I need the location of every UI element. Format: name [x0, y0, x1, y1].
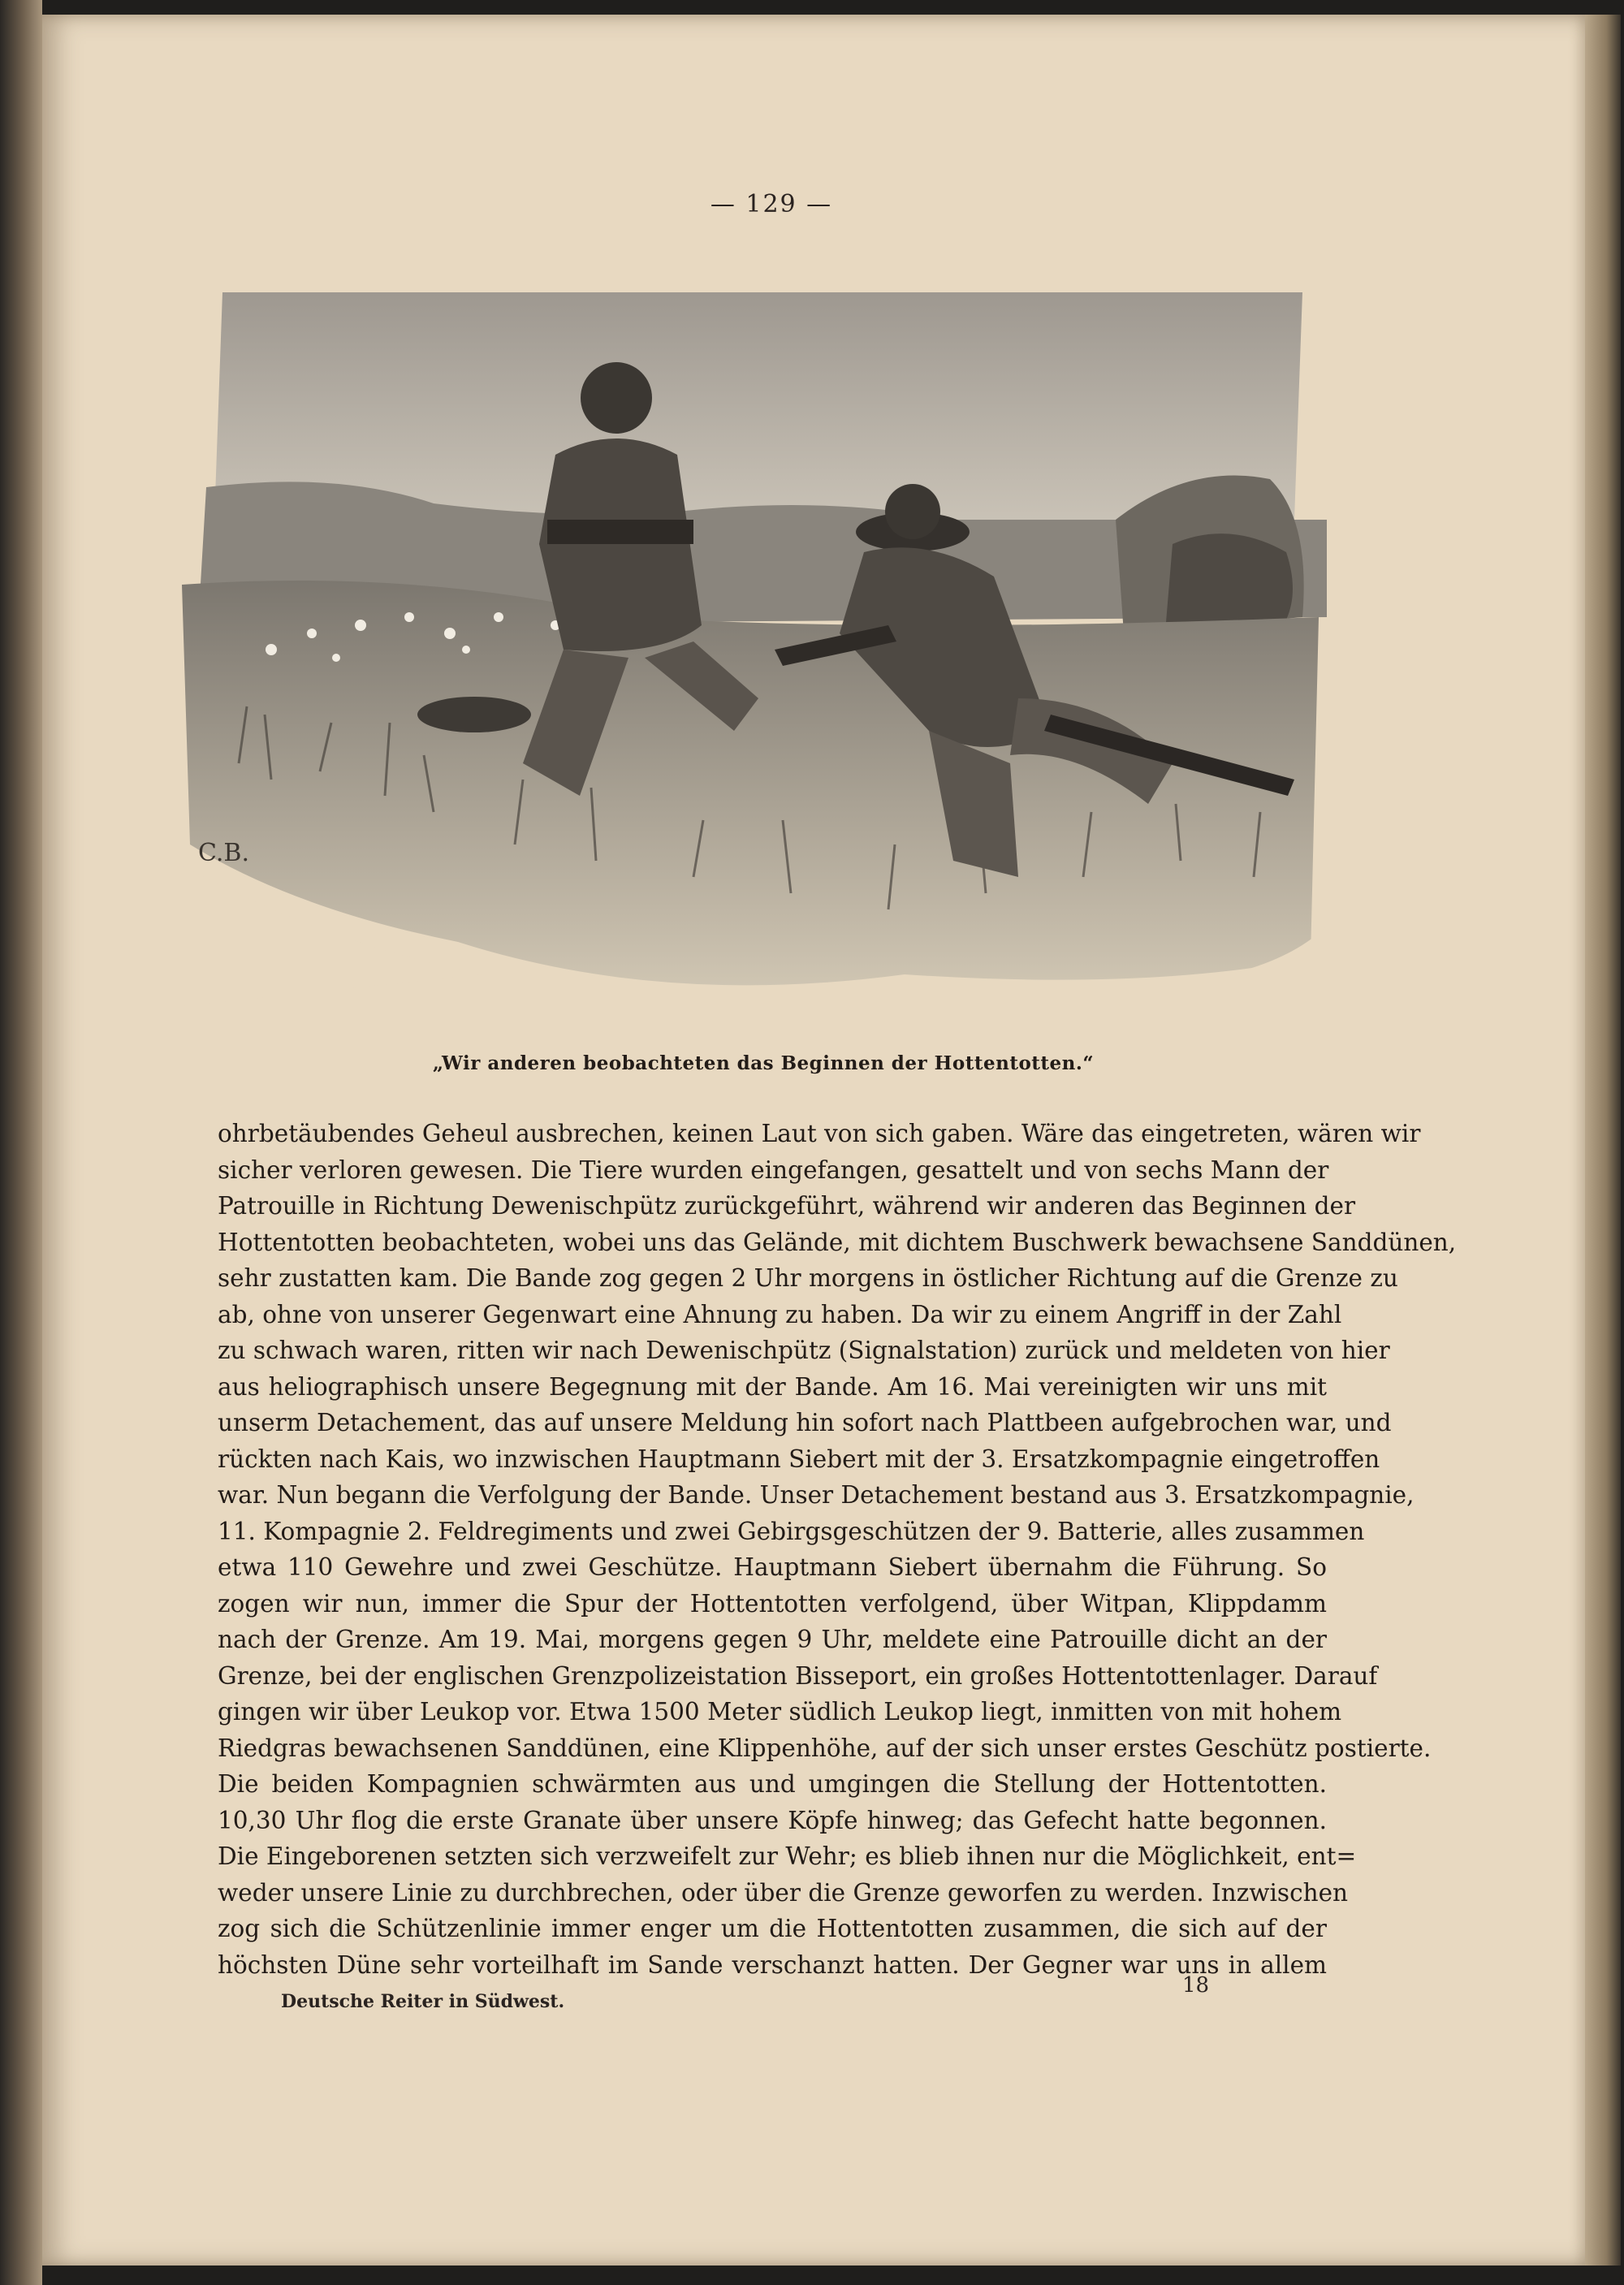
sky-area: [214, 292, 1302, 520]
text-line: etwa 110 Gewehre und zwei Geschütze. Hauptmann Siebert übernahm die Führung. So: [218, 1553, 1327, 1581]
text-line: Riedgras bewachsenen Sanddünen, eine Klippenhöhe, auf der sich unser erstes Geschütz postierte.: [218, 1734, 1432, 1762]
text-line: Die beiden Kompagnien schwärmten aus und umgingen die Stellung der Hottentotten.: [218, 1770, 1327, 1798]
text-line: ohrbetäubendes Geheul ausbrechen, keinen Laut von sich gaben. Wäre das eingetreten, wären wir: [218, 1120, 1421, 1147]
text-line: 10,30 Uhr flog die erste Granate über unsere Köpfe hinweg; das Gefecht hatte begonnen.: [218, 1806, 1327, 1834]
text-line: weder unsere Linie zu durchbrechen, oder über die Grenze geworfen zu werden. Inzwischen: [218, 1878, 1349, 1907]
text-line: zu schwach waren, ritten wir nach Dewenischpütz (Signalstation) zurück und meldeten von hier: [218, 1337, 1390, 1364]
text-line: sehr zustatten kam. Die Bande zog gegen 2 Uhr morgens in östlicher Richtung auf die Grenze zu: [218, 1264, 1398, 1292]
text-line: gingen wir über Leukop vor. Etwa 1500 Meter südlich Leukop liegt, inmitten von mit hohem: [218, 1698, 1342, 1726]
text-line: höchsten Düne sehr vorteilhaft im Sande verschanzt hatten. Der Gegner war uns in allem: [218, 1950, 1327, 1979]
text-line: unserm Detachement, das auf unsere Meldung hin sofort nach Plattbeen aufgebrochen war, und: [218, 1409, 1392, 1436]
text-line: Hottentotten beobachteten, wobei uns das Gelände, mit dichtem Buschwerk bewachsene Sanddünen,: [218, 1228, 1457, 1256]
footer-book-title: Deutsche Reiter in Südwest.: [281, 1991, 565, 2012]
illustration-caption: „Wir anderen beobachteten das Beginnen der Hottentotten.“: [432, 1052, 1095, 1074]
text-line: zog sich die Schützenlinie immer enger um die Hottentotten zusammen, die sich auf der: [218, 1915, 1327, 1942]
text-line: Die Eingeborenen setzten sich verzweifelt zur Wehr; es blieb ihnen nur die Möglichkeit, ent=: [218, 1842, 1357, 1870]
text-line: 11. Kompagnie 2. Feldregiments und zwei Gebirgsgeschützen der 9. Batterie, alles zusammen: [218, 1517, 1365, 1545]
text-line: war. Nun begann die Verfolgung der Bande. Unser Detachement bestand aus 3. Ersatzkompagnie,: [218, 1481, 1415, 1509]
artist-signature: C.B.: [198, 839, 250, 867]
text-line: ab, ohne von unserer Gegenwart eine Ahnung zu haben. Da wir zu einem Angriff in der Zahl: [218, 1300, 1342, 1328]
text-line: rückten nach Kais, wo inzwischen Hauptmann Siebert mit der 3. Ersatzkompagnie eingetroffen: [218, 1445, 1380, 1473]
text-line: Patrouille in Richtung Dewenischpütz zurückgeführt, während wir anderen das Beginnen der: [218, 1192, 1356, 1220]
illustration-soldiers-lying-in-grass: [174, 276, 1327, 1007]
text-line: nach der Grenze. Am 19. Mai, morgens gegen 9 Uhr, meldete eine Patrouille dicht an der: [218, 1626, 1327, 1653]
text-line: aus heliographisch unsere Begegnung mit der Bande. Am 16. Mai vereinigten wir uns mit: [218, 1372, 1327, 1401]
text-line: zogen wir nun, immer die Spur der Hottentotten verfolgend, über Witpan, Klippdamm: [218, 1589, 1327, 1618]
body-text: [218, 1116, 1457, 1983]
book-binding: [0, 0, 42, 2285]
text-line: sicher verloren gewesen. Die Tiere wurden eingefangen, gesattelt und von sechs Mann der: [218, 1155, 1329, 1184]
page-number: — 129 —: [710, 190, 833, 218]
page-stack-edge: [1585, 15, 1621, 2266]
text-line: Grenze, bei der englischen Grenzpolizeistation Bisseport, ein großes Hottentottenlager. Darauf: [218, 1661, 1378, 1690]
hat-on-ground: [417, 697, 531, 732]
footer-signature-mark: 18: [1182, 1973, 1210, 1998]
